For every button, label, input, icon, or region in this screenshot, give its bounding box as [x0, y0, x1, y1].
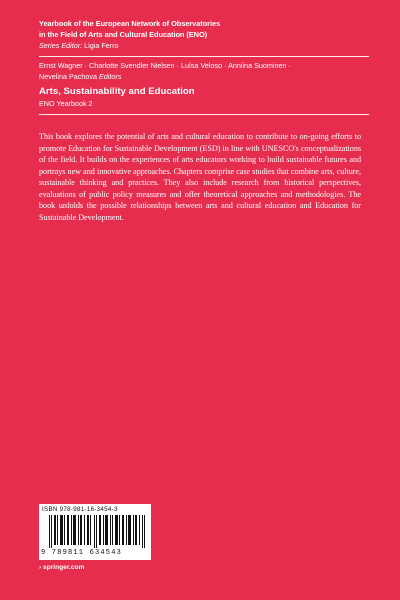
- series-editor-name: Ligia Ferro: [84, 41, 119, 50]
- series-title-line-2: in the Field of Arts and Cultural Education (ENO): [39, 30, 208, 39]
- editors-line-2: [39, 71, 339, 82]
- editors-last-name: Nevelina Pachova: [39, 72, 97, 81]
- editors-line-1: Ernst Wagner · Charlotte Svendler Nielsen · Luísa Veloso · Anniina Suominen ·: [39, 61, 291, 70]
- book-description: This book explores the potential of arts and cultural education to contribute to on-going efforts to promote Education for Sustainable Development (ESD) in line with UNESCO's conceptualizations of the field. It builds on the experiences of arts educators working to build sustainable futures and portrays new and innovative approaches. Chapters comprise case studies that combine arts, culture, sustainable thinking and practices. They also include research from historical perspectives, evaluations of public policy measures and offer theoretical approaches and methodologies. The book unfolds the possible relationships between arts and cultural education and Education for Sustainable Development.: [39, 132, 361, 222]
- series-editor-label: Series Editor:: [39, 41, 83, 50]
- editors-label: Editors: [98, 72, 122, 81]
- series-editor: [39, 40, 369, 51]
- isbn-label: ISBN 978-981-16-3454-3: [42, 506, 118, 513]
- publisher-link[interactable]: › springer.com: [39, 564, 85, 571]
- book-title: Arts, Sustainability and Education: [39, 86, 195, 97]
- barcode-icon: [49, 515, 145, 548]
- isbn-barcode: [39, 504, 151, 560]
- book-editors: [39, 60, 339, 82]
- divider-top: [39, 56, 369, 57]
- barcode-digits: 9 789811 634543: [41, 549, 123, 557]
- book-subtitle: ENO Yearbook 2: [39, 99, 93, 108]
- series-header: [39, 18, 369, 51]
- divider-bottom: [39, 114, 369, 115]
- series-title-line-1: Yearbook of the European Network of Observatories: [39, 19, 221, 28]
